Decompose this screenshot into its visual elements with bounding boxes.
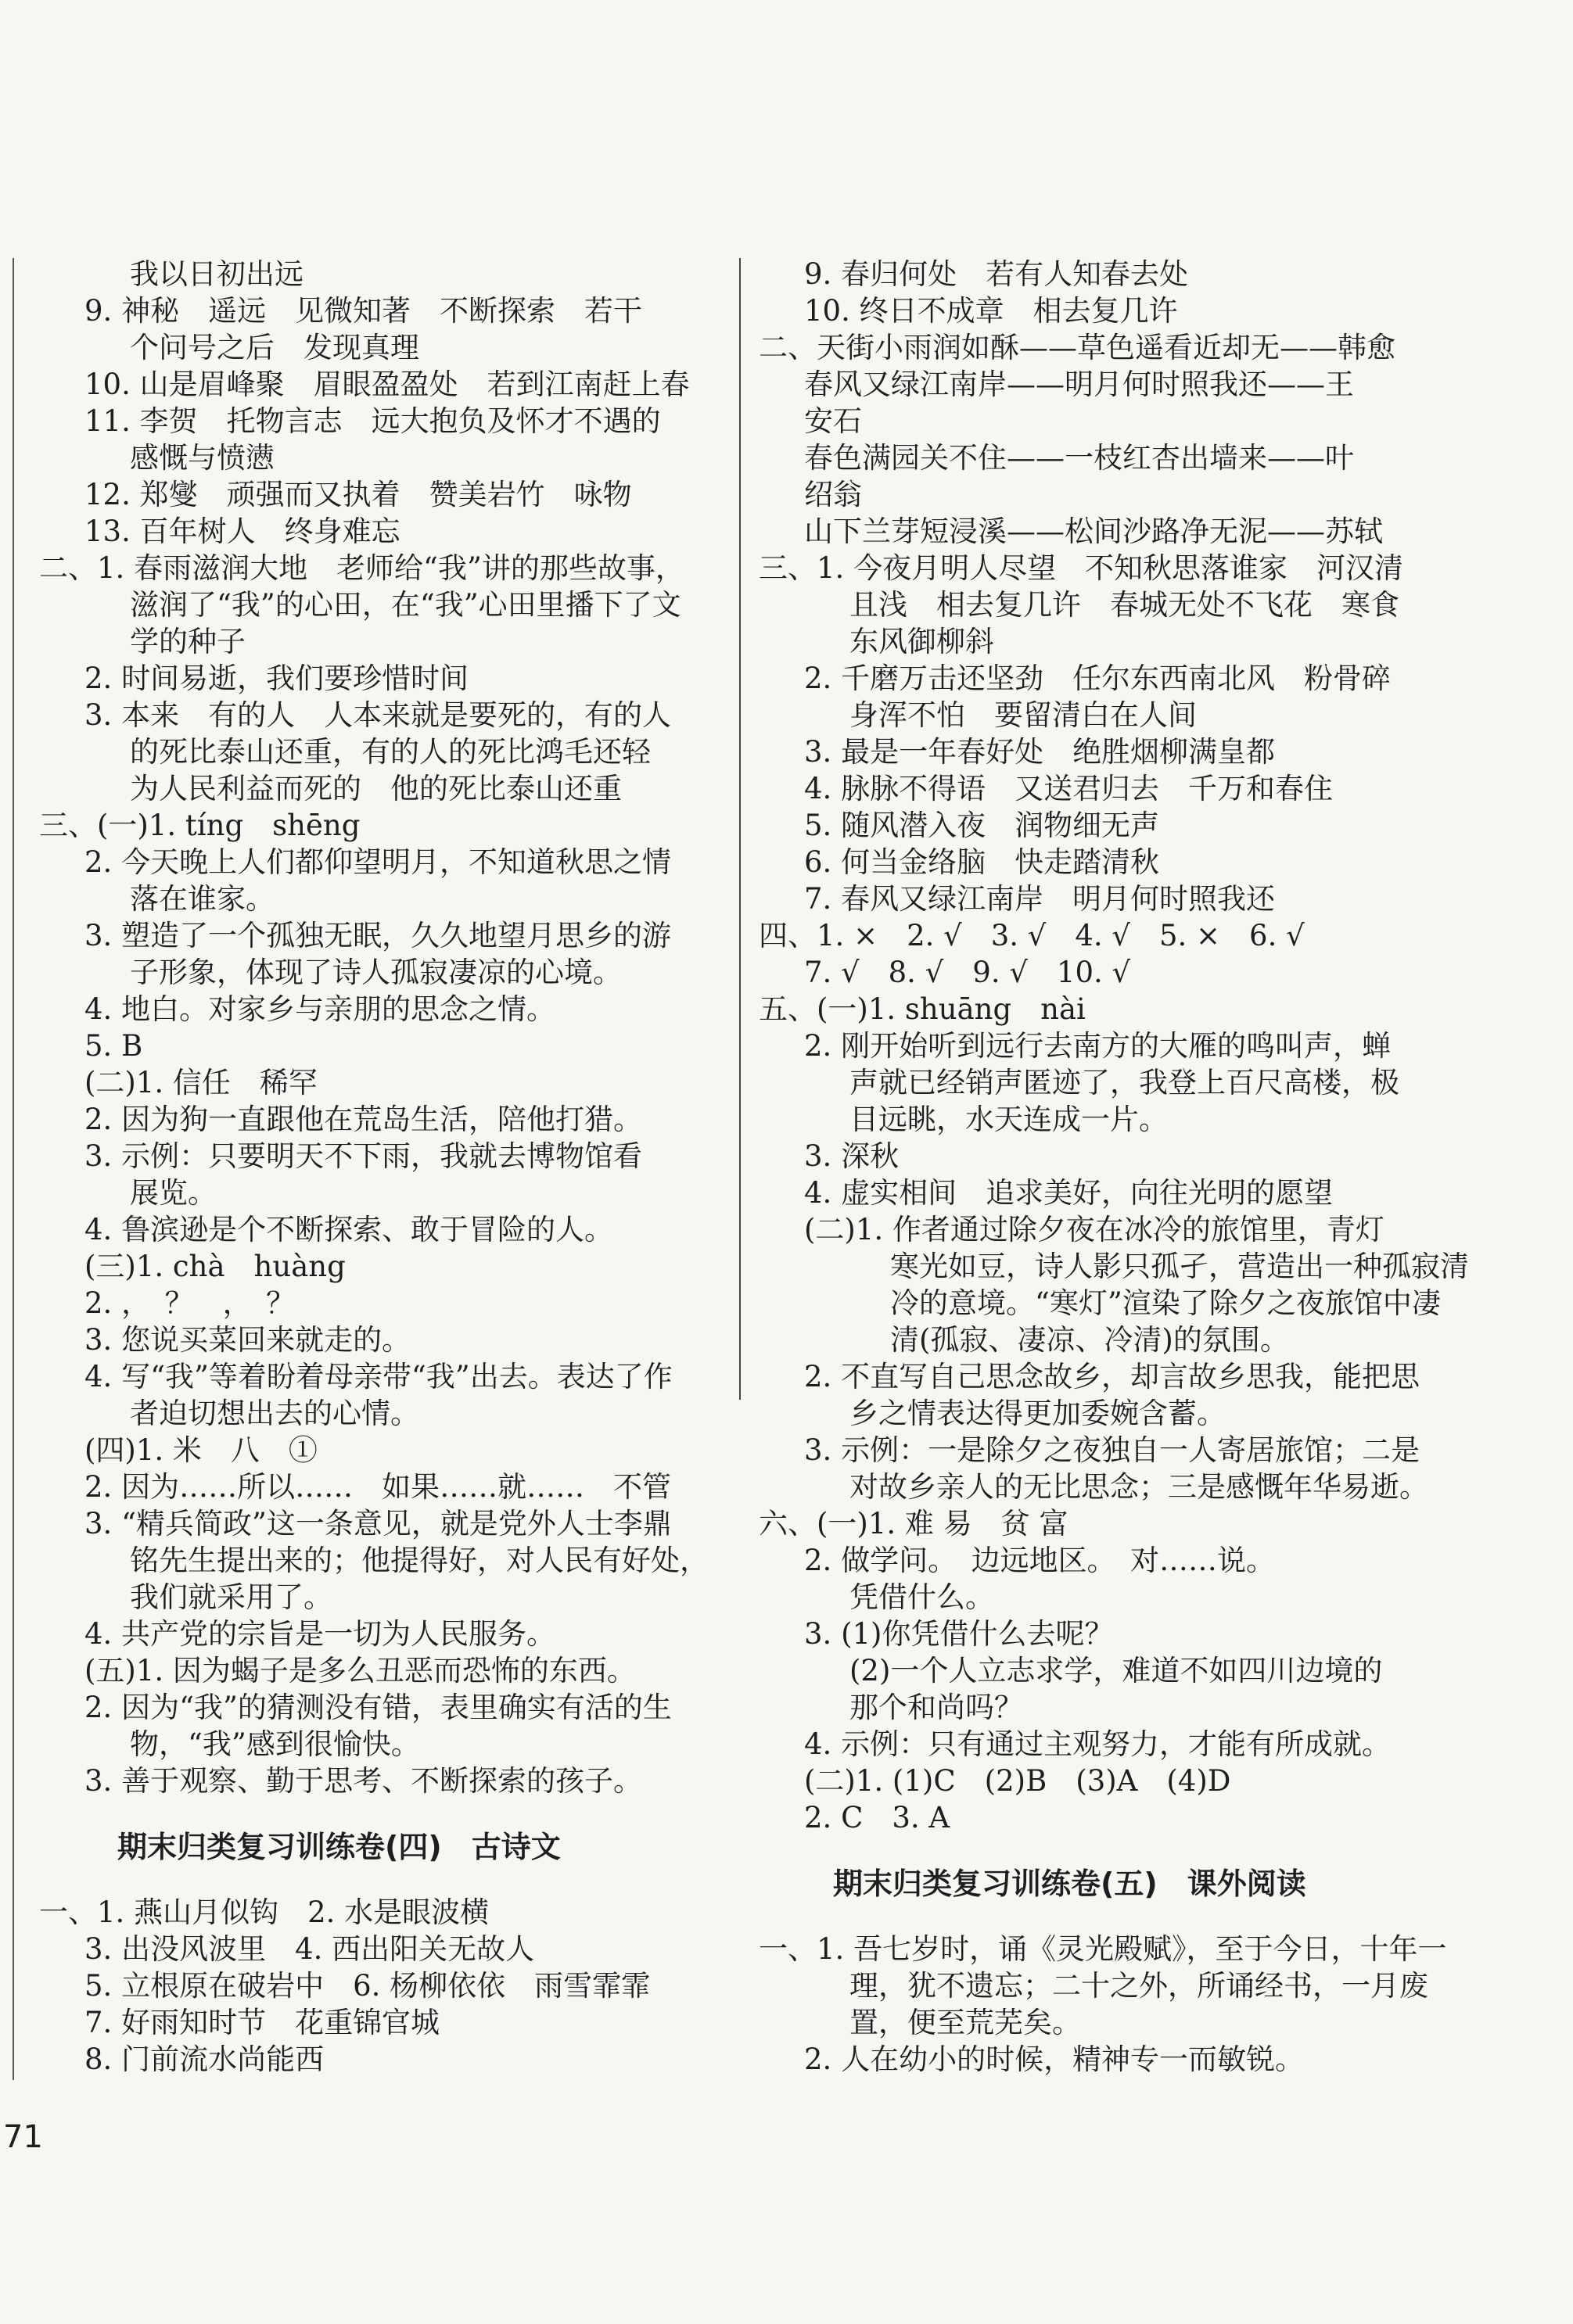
- answer-line: 安石: [804, 404, 862, 438]
- answer-line: 2. C 3. A: [804, 1801, 950, 1834]
- answer-line: 3. 您说买菜回来就走的。: [84, 1323, 411, 1357]
- answer-line: 寒光如豆，诗人影只孤孑，营造出一种孤寂清: [890, 1250, 1469, 1283]
- answer-line: 2. 因为“我”的猜测没有错，表里确实有活的生: [84, 1691, 672, 1724]
- answer-line: 2. 今天晚上人们都仰望明月，不知道秋思之情: [84, 845, 672, 879]
- answer-line: 的死比泰山还重，有的人的死比鸿毛还轻: [130, 735, 651, 769]
- answer-line: 2. 千磨万击还坚劲 任尔东西南北风 粉骨碎: [804, 662, 1392, 695]
- answer-line: 4. 写“我”等着盼着母亲带“我”出去。表达了作: [84, 1360, 673, 1393]
- answer-line: 置，便至荒芜矣。: [849, 2006, 1081, 2039]
- answer-line: 4. 虚实相间 追求美好，向往光明的愿望: [804, 1176, 1334, 1210]
- answer-line: 4. 鲁滨逊是个不断探索、敢于冒险的人。: [84, 1213, 614, 1246]
- answer-line: 5. 立根原在破岩中 6. 杨柳依依 雨雪霏霏: [84, 1969, 651, 2003]
- answer-line: 2. 因为狗一直跟他在荒岛生活，陪他打猎。: [84, 1103, 643, 1136]
- answer-line: 2. 因为……所以…… 如果……就…… 不管: [84, 1470, 672, 1504]
- answer-line: 3. 善于观察、勤于思考、不断探索的孩子。: [84, 1764, 643, 1798]
- answer-line: 二、1. 春雨滋润大地 老师给“我”讲的那些故事，: [39, 551, 684, 585]
- answer-line: 落在谁家。: [130, 882, 275, 916]
- answer-line: 三、1. 今夜月明人尽望 不知秋思落谁家 河汉清: [759, 551, 1404, 585]
- answer-line: (二)1. 作者通过除夕夜在冰冷的旅馆里，青灯: [804, 1213, 1384, 1246]
- answer-line: 3. 塑造了一个孤独无眠，久久地望月思乡的游: [84, 919, 672, 952]
- answer-line: 3. “精兵简政”这一条意见，就是党外人士李鼎: [84, 1507, 672, 1540]
- answer-line: 4. 示例：只有通过主观努力，才能有所成就。: [804, 1727, 1392, 1761]
- answer-line: 3. 出没风波里 4. 西出阳关无故人: [84, 1932, 535, 1966]
- answer-line: 2. ， ？ ， ？: [84, 1286, 296, 1320]
- answer-line: 4. 脉脉不得语 又送君归去 千万和春住: [804, 772, 1334, 805]
- right-column: [759, 256, 1469, 2078]
- answer-line: 山下兰芽短浸溪——松间沙路净无泥——苏轼: [804, 515, 1383, 548]
- answer-line: 4. 共产党的宗旨是一切为人民服务。: [84, 1617, 556, 1651]
- answer-line: 身浑不怕 要留清白在人间: [849, 698, 1197, 732]
- answer-line: 5. 随风潜入夜 润物细无声: [804, 809, 1160, 842]
- answer-line: 那个和尚吗？: [849, 1691, 1023, 1724]
- answer-line: 乡之情表达得更加委婉含蓄。: [849, 1397, 1226, 1430]
- answer-line: 9. 神秘 遥远 见微知著 不断探索 若干: [84, 294, 643, 328]
- answer-line: 为人民利益而死的 他的死比泰山还重: [130, 772, 622, 805]
- answer-line: 二、天街小雨润如酥——草色遥看近却无——韩愈: [759, 331, 1395, 364]
- answer-line: 五、(一)1. shuāng nài: [759, 992, 1086, 1026]
- answer-line: 三、(一)1. tíng shēng: [39, 809, 361, 842]
- answer-line: 绍翁: [804, 478, 862, 511]
- answer-line: 11. 李贺 托物言志 远大抱负及怀才不遇的: [84, 404, 661, 438]
- answer-line: 春风又绿江南岸——明月何时照我还——王: [804, 368, 1354, 401]
- answer-line: 3. 示例：只要明天不下雨，我就去博物馆看: [84, 1139, 643, 1173]
- answer-line: 2. 刚开始听到远行去南方的大雁的鸣叫声，蝉: [804, 1029, 1392, 1063]
- answer-line: 铭先生提出来的；他提得好，对人民有好处，: [130, 1544, 709, 1577]
- answer-line: 理，犹不遗忘；二十之外，所诵经书，一月废: [849, 1969, 1428, 2003]
- section-heading: 期末归类复习训练卷(四) 古诗文: [117, 1830, 561, 1864]
- answer-line: 我以日初出远: [130, 257, 303, 291]
- answer-line: (三)1. chà huàng: [84, 1250, 346, 1283]
- answer-line: 一、1. 燕山月似钩 2. 水是眼波横: [39, 1895, 490, 1929]
- answer-line: 对故乡亲人的无比思念；三是感慨年华易逝。: [849, 1470, 1428, 1504]
- answer-line: (2)一个人立志求学，难道不如四川边境的: [849, 1654, 1383, 1687]
- answer-line: 3. 示例：一是除夕之夜独自一人寄居旅馆；二是: [804, 1433, 1420, 1467]
- answer-line: 5. B: [84, 1029, 143, 1063]
- answer-line: 13. 百年树人 终身难忘: [84, 515, 400, 548]
- answer-line: 六、(一)1. 难 易 贫 富: [759, 1507, 1068, 1540]
- answer-line: 者迫切想出去的心情。: [130, 1397, 419, 1430]
- answer-line: 学的种子: [130, 625, 246, 658]
- answer-line: 春色满园关不住——一枝红杏出墙来——叶: [804, 441, 1354, 475]
- answer-line: 感慨与愤懑: [130, 441, 275, 475]
- answer-line: (二)1. (1)C (2)B (3)A (4)D: [804, 1764, 1231, 1798]
- answer-line: 四、1. × 2. √ 3. √ 4. √ 5. × 6. √: [759, 919, 1305, 952]
- answer-line: 展览。: [130, 1176, 217, 1210]
- answer-line: 声就已经销声匿迹了，我登上百尺高楼，极: [849, 1066, 1399, 1099]
- answer-line: 滋润了“我”的心田，在“我”心田里播下了文: [130, 588, 681, 622]
- answer-line: 且浅 相去复几许 春城无处不飞花 寒食: [849, 588, 1399, 622]
- answer-line: 7. √ 8. √ 9. √ 10. √: [804, 956, 1131, 989]
- answer-line: 凭借什么。: [849, 1580, 994, 1614]
- answer-line: 2. 做学问。 边远地区。 对……说。: [804, 1544, 1276, 1577]
- left-column: [39, 256, 735, 2078]
- answer-line: 3. 本来 有的人 人本来就是要死的，有的人: [84, 698, 672, 732]
- answer-line: 3. (1)你凭借什么去呢？: [804, 1617, 1114, 1651]
- answer-line: 2. 不直写自己思念故乡，却言故乡思我，能把思: [804, 1360, 1420, 1393]
- answer-line: (五)1. 因为蝎子是多么丑恶而恐怖的东西。: [84, 1654, 636, 1687]
- answer-line: (二)1. 信任 稀罕: [84, 1066, 318, 1099]
- answer-line: 2. 时间易逝，我们要珍惜时间: [84, 662, 469, 695]
- page-number: 71: [3, 2119, 43, 2155]
- answer-line: 9. 春归何处 若有人知春去处: [804, 257, 1189, 291]
- answer-line: 冷的意境。“寒灯”渲染了除夕之夜旅馆中凄: [890, 1286, 1441, 1320]
- answer-line: 12. 郑燮 顽强而又执着 赞美岩竹 咏物: [84, 478, 632, 511]
- answer-line: 一、1. 吾七岁时，诵《灵光殿赋》，至于今日，十年一: [759, 1932, 1447, 1966]
- answer-line: 4. 地白。对家乡与亲朋的思念之情。: [84, 992, 556, 1026]
- column-divider: [739, 258, 741, 1400]
- answer-line: 子形象，体现了诗人孤寂凄凉的心境。: [130, 956, 622, 989]
- answer-line: 8. 门前流水尚能西: [84, 2042, 325, 2076]
- answer-line: 3. 最是一年春好处 绝胜烟柳满皇都: [804, 735, 1276, 769]
- answer-line: 7. 春风又绿江南岸 明月何时照我还: [804, 882, 1276, 916]
- answer-line: 东风御柳斜: [849, 625, 994, 658]
- answer-line: 10. 终日不成章 相去复几许: [804, 294, 1178, 328]
- answer-line: 个问号之后 发现真理: [130, 331, 419, 364]
- answer-line: 10. 山是眉峰聚 眉眼盈盈处 若到江南赶上春: [84, 368, 690, 401]
- answer-line: 我们就采用了。: [130, 1580, 332, 1614]
- answer-line: 物，“我”感到很愉快。: [130, 1727, 420, 1761]
- answer-line: 清(孤寂、凄凉、冷清)的氛围。: [890, 1323, 1289, 1357]
- answer-line: 3. 深秋: [804, 1139, 900, 1173]
- binding-margin-rule: [13, 258, 14, 2080]
- answer-line: 2. 人在幼小的时候，精神专一而敏锐。: [804, 2042, 1305, 2076]
- answer-line: (四)1. 米 八 ①: [84, 1433, 318, 1467]
- section-heading: 期末归类复习训练卷(五) 课外阅读: [833, 1867, 1306, 1901]
- answer-line: 目远眺，水天连成一片。: [849, 1103, 1168, 1136]
- answer-line: 7. 好雨知时节 花重锦官城: [84, 2006, 440, 2039]
- answer-line: 6. 何当金络脑 快走踏清秋: [804, 845, 1160, 879]
